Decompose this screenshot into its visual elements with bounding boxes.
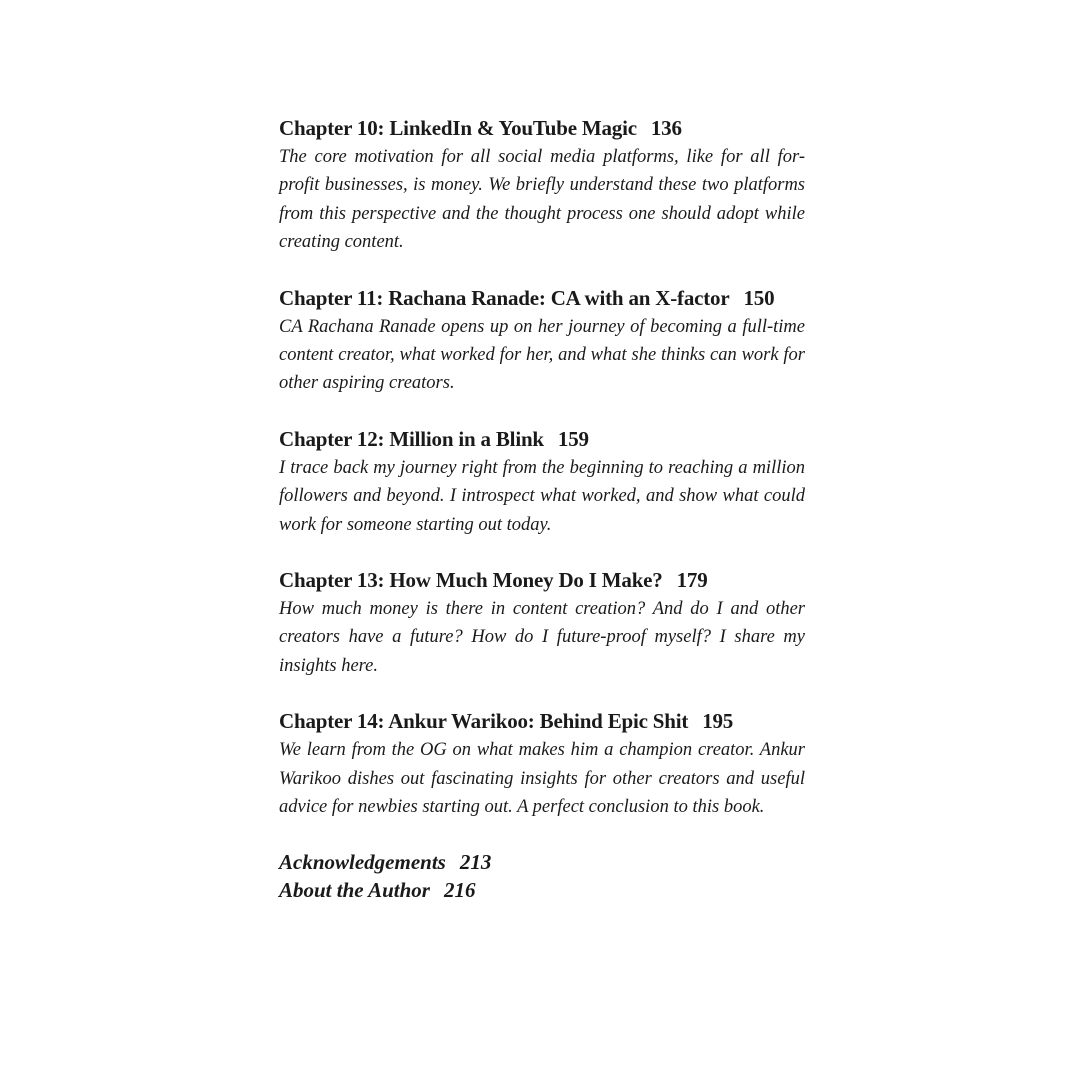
chapter-page-number: 195 <box>702 709 734 734</box>
chapter-heading <box>279 424 805 454</box>
toc-entry-chapter-14 <box>279 706 805 821</box>
chapter-page-number: 150 <box>743 285 775 310</box>
toc-entry-chapter-11 <box>279 283 805 398</box>
toc-entry-chapter-10 <box>279 113 805 257</box>
back-matter-title: Acknowledgements <box>279 849 446 874</box>
chapter-description: I trace back my journey right from the beginning to reaching a million followers and beyond. I introspect what worked, and show what could work for someone starting out today. <box>279 457 805 535</box>
chapter-title: Chapter 10: LinkedIn & YouTube Magic <box>279 116 637 140</box>
chapter-page-number: 179 <box>676 568 708 593</box>
chapter-heading <box>279 283 805 313</box>
chapter-heading <box>279 565 805 595</box>
chapter-title: Chapter 13: How Much Money Do I Make? <box>279 568 663 593</box>
toc-entry-acknowledgements <box>279 848 805 876</box>
toc-entry-chapter-13 <box>279 565 805 680</box>
chapter-title: Chapter 12: Million in a Blink <box>279 426 544 451</box>
chapter-description: The core motivation for all social media platforms, like for all for-profit businesses, is money. We briefly understand these two platforms from this perspective and the thought process one should adopt while creating content. <box>279 147 805 253</box>
chapter-heading <box>279 706 805 736</box>
back-matter-title: About the Author <box>279 877 430 902</box>
chapter-page-number: 159 <box>557 426 589 451</box>
back-matter <box>279 848 805 904</box>
toc-entry-chapter-12 <box>279 424 805 539</box>
chapter-page-number: 136 <box>650 116 682 140</box>
toc-entry-about-the-author <box>279 876 805 904</box>
chapter-heading <box>279 113 805 143</box>
back-matter-page-number: 216 <box>443 877 476 902</box>
chapter-description: CA Rachana Ranade opens up on her journey of becoming a full-time content creator, what worked for her, and what she thinks can work for other aspiring creators. <box>279 316 805 394</box>
chapter-description: We learn from the OG on what makes him a champion creator. Ankur Warikoo dishes out fascinating insights for other creators and useful advice for newbies starting out. A perfect conclusion to this book. <box>279 740 805 818</box>
chapter-title: Chapter 14: Ankur Warikoo: Behind Epic Shit <box>279 709 689 734</box>
back-matter-page-number: 213 <box>459 849 492 874</box>
chapter-title: Chapter 11: Rachana Ranade: CA with an X-factor <box>279 285 730 310</box>
table-of-contents <box>279 113 805 904</box>
chapter-description: How much money is there in content creation? And do I and other creators have a future? How do I future-proof myself? I share my insights here. <box>279 599 805 676</box>
